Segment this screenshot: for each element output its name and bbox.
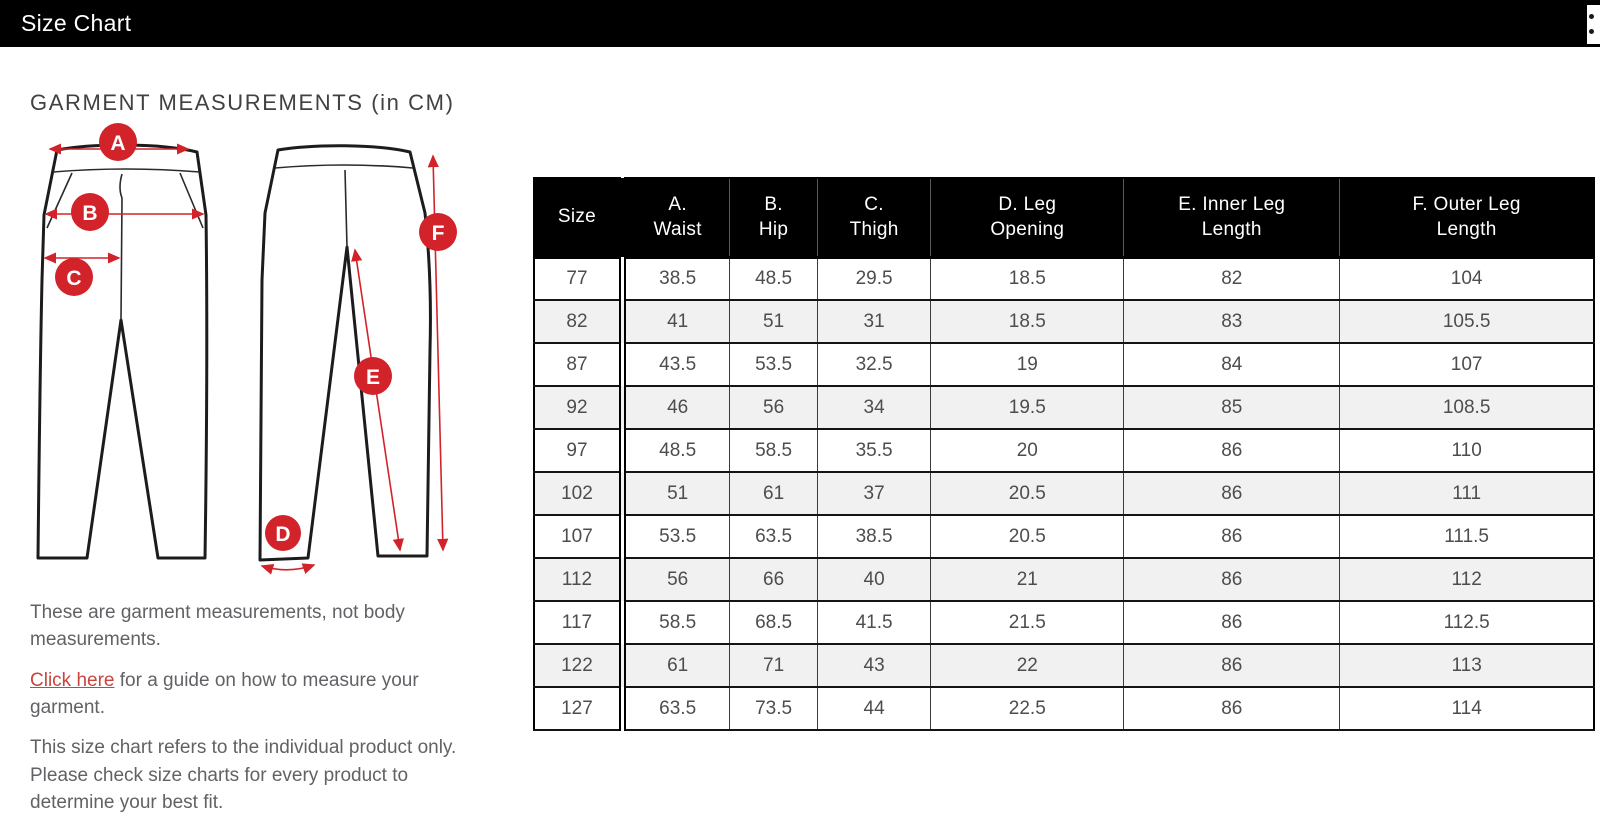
column-header xyxy=(817,178,931,257)
table-row xyxy=(534,687,1594,730)
column-header-text: Length xyxy=(1201,219,1262,241)
column-header xyxy=(1340,178,1594,257)
measurement-badge-c xyxy=(55,258,93,296)
measurement-cell: 82 xyxy=(1124,257,1340,300)
measurement-cell: 86 xyxy=(1124,687,1340,730)
size-cell: 112 xyxy=(534,558,622,601)
badge-letter-e: E xyxy=(365,366,381,389)
notes-section xyxy=(30,599,464,829)
measurement-cell: 19 xyxy=(931,343,1124,386)
badge-letter-d: D xyxy=(275,523,291,546)
measurement-cell: 20.5 xyxy=(931,472,1124,515)
pants-measurement-diagram xyxy=(26,118,478,580)
size-cell: 122 xyxy=(534,644,622,687)
measurement-cell: 53.5 xyxy=(730,343,817,386)
measurement-cell: 53.5 xyxy=(622,515,730,558)
table-row xyxy=(534,601,1594,644)
measurement-badge-b xyxy=(71,193,109,231)
measurement-cell: 85 xyxy=(1124,386,1340,429)
measurement-cell: 71 xyxy=(730,644,817,687)
measurement-cell: 108.5 xyxy=(1340,386,1594,429)
size-table-container xyxy=(533,177,1595,731)
measurement-cell: 105.5 xyxy=(1340,300,1594,343)
measurement-cell: 86 xyxy=(1124,472,1340,515)
measure-guide-text: for a guide on how to measure your garment. xyxy=(30,669,419,719)
size-cell: 82 xyxy=(534,300,622,343)
table-row xyxy=(534,515,1594,558)
measurement-cell: 112 xyxy=(1340,558,1594,601)
measure-guide-link[interactable]: Click here xyxy=(30,669,115,691)
column-header-text: Opening xyxy=(990,219,1065,241)
measurement-cell: 61 xyxy=(730,472,817,515)
note-individual-product: This size chart refers to the individual product only. Please check size charts for every product to determine your best fit. xyxy=(30,737,457,814)
measurement-cell: 34 xyxy=(817,386,931,429)
measurement-badge-f xyxy=(419,213,457,251)
table-row xyxy=(534,472,1594,515)
measurement-cell: 38.5 xyxy=(622,257,730,300)
badge-letter-c: C xyxy=(66,267,82,290)
measurement-cell: 22.5 xyxy=(931,687,1124,730)
measurement-cell: 18.5 xyxy=(931,257,1124,300)
measurement-cell: 38.5 xyxy=(817,515,931,558)
table-body xyxy=(534,257,1594,730)
measurement-cell: 86 xyxy=(1124,429,1340,472)
measurement-cell: 51 xyxy=(730,300,817,343)
measurement-badge-e xyxy=(354,357,392,395)
badge-letter-b: B xyxy=(82,202,98,225)
column-header-text: A. xyxy=(668,193,687,215)
pants-front-outline xyxy=(38,145,207,558)
close-icon xyxy=(1589,14,1594,19)
column-header-text: Size xyxy=(557,206,597,228)
table-row xyxy=(534,644,1594,687)
note-measure-guide xyxy=(30,667,464,722)
measurement-cell: 22 xyxy=(931,644,1124,687)
size-cell: 97 xyxy=(534,429,622,472)
table-row xyxy=(534,257,1594,300)
measurement-cell: 110 xyxy=(1340,429,1594,472)
measurement-cell: 63.5 xyxy=(730,515,817,558)
column-header-text: Thigh xyxy=(849,219,899,241)
measurement-cell: 44 xyxy=(817,687,931,730)
section-title: GARMENT MEASUREMENTS (in CM) xyxy=(30,90,455,115)
column-header-text: Length xyxy=(1436,219,1497,241)
size-cell: 107 xyxy=(534,515,622,558)
pants-back-outline xyxy=(260,146,430,560)
measurement-cell: 41 xyxy=(622,300,730,343)
size-cell: 87 xyxy=(534,343,622,386)
measurement-cell: 43.5 xyxy=(622,343,730,386)
measurement-cell: 41.5 xyxy=(817,601,931,644)
measurement-cell: 18.5 xyxy=(931,300,1124,343)
measurement-cell: 114 xyxy=(1340,687,1594,730)
table-row xyxy=(534,343,1594,386)
size-cell: 77 xyxy=(534,257,622,300)
measurement-badge-a xyxy=(99,123,137,161)
size-cell: 117 xyxy=(534,601,622,644)
measurement-cell: 20 xyxy=(931,429,1124,472)
column-header xyxy=(730,178,817,257)
garment-measurements-table xyxy=(533,177,1595,731)
measurement-cell: 58.5 xyxy=(730,429,817,472)
badge-letter-f: F xyxy=(431,222,445,245)
column-header-text: D. Leg xyxy=(998,193,1057,215)
measurement-cell: 73.5 xyxy=(730,687,817,730)
column-header-text: F. Outer Leg xyxy=(1412,193,1521,215)
measurement-cell: 83 xyxy=(1124,300,1340,343)
table-row xyxy=(534,386,1594,429)
table-row xyxy=(534,429,1594,472)
measurement-cell: 29.5 xyxy=(817,257,931,300)
size-cell: 127 xyxy=(534,687,622,730)
measurement-cell: 48.5 xyxy=(622,429,730,472)
measurement-cell: 111 xyxy=(1340,472,1594,515)
size-cell: 92 xyxy=(534,386,622,429)
measurement-cell: 112.5 xyxy=(1340,601,1594,644)
measurement-cell: 31 xyxy=(817,300,931,343)
badge-letter-a: A xyxy=(110,132,126,155)
measurement-cell: 86 xyxy=(1124,515,1340,558)
measurement-cell: 20.5 xyxy=(931,515,1124,558)
measurement-cell: 35.5 xyxy=(817,429,931,472)
measurement-cell: 37 xyxy=(817,472,931,515)
measurement-cell: 40 xyxy=(817,558,931,601)
measurement-cell: 56 xyxy=(730,386,817,429)
measurement-cell: 84 xyxy=(1124,343,1340,386)
titlebar xyxy=(0,0,1600,47)
column-header-text: B. xyxy=(764,193,783,215)
measurement-cell: 111.5 xyxy=(1340,515,1594,558)
measurement-cell: 61 xyxy=(622,644,730,687)
measurement-cell: 66 xyxy=(730,558,817,601)
column-header-text: Waist xyxy=(653,219,702,241)
column-header-text: C. xyxy=(864,193,884,215)
note-garment-vs-body: These are garment measurements, not body measurements. xyxy=(30,602,405,651)
measurement-cell: 48.5 xyxy=(730,257,817,300)
table-header-row xyxy=(534,178,1594,257)
measurement-cell: 86 xyxy=(1124,644,1340,687)
measurement-cell: 21.5 xyxy=(931,601,1124,644)
column-header xyxy=(931,178,1124,257)
column-header-text: Hip xyxy=(758,219,789,241)
measurement-cell: 46 xyxy=(622,386,730,429)
column-header-text: E. Inner Leg xyxy=(1178,193,1286,215)
measurement-cell: 58.5 xyxy=(622,601,730,644)
column-header xyxy=(534,178,622,257)
column-header xyxy=(622,178,730,257)
table-row xyxy=(534,300,1594,343)
measurement-cell: 68.5 xyxy=(730,601,817,644)
close-icon xyxy=(1589,29,1594,34)
measurement-cell: 21 xyxy=(931,558,1124,601)
table-row xyxy=(534,558,1594,601)
measurement-cell: 56 xyxy=(622,558,730,601)
measurement-cell: 104 xyxy=(1340,257,1594,300)
measurement-cell: 86 xyxy=(1124,558,1340,601)
size-cell: 102 xyxy=(534,472,622,515)
measurement-cell: 19.5 xyxy=(931,386,1124,429)
measurement-cell: 107 xyxy=(1340,343,1594,386)
column-header xyxy=(1124,178,1340,257)
measurement-cell: 32.5 xyxy=(817,343,931,386)
page-title: Size Chart xyxy=(21,10,132,36)
measurement-cell: 43 xyxy=(817,644,931,687)
close-button[interactable] xyxy=(1587,5,1600,44)
measurement-cell: 86 xyxy=(1124,601,1340,644)
measurement-badge-d xyxy=(265,515,301,551)
measurement-cell: 51 xyxy=(622,472,730,515)
measurement-cell: 63.5 xyxy=(622,687,730,730)
measurement-cell: 113 xyxy=(1340,644,1594,687)
